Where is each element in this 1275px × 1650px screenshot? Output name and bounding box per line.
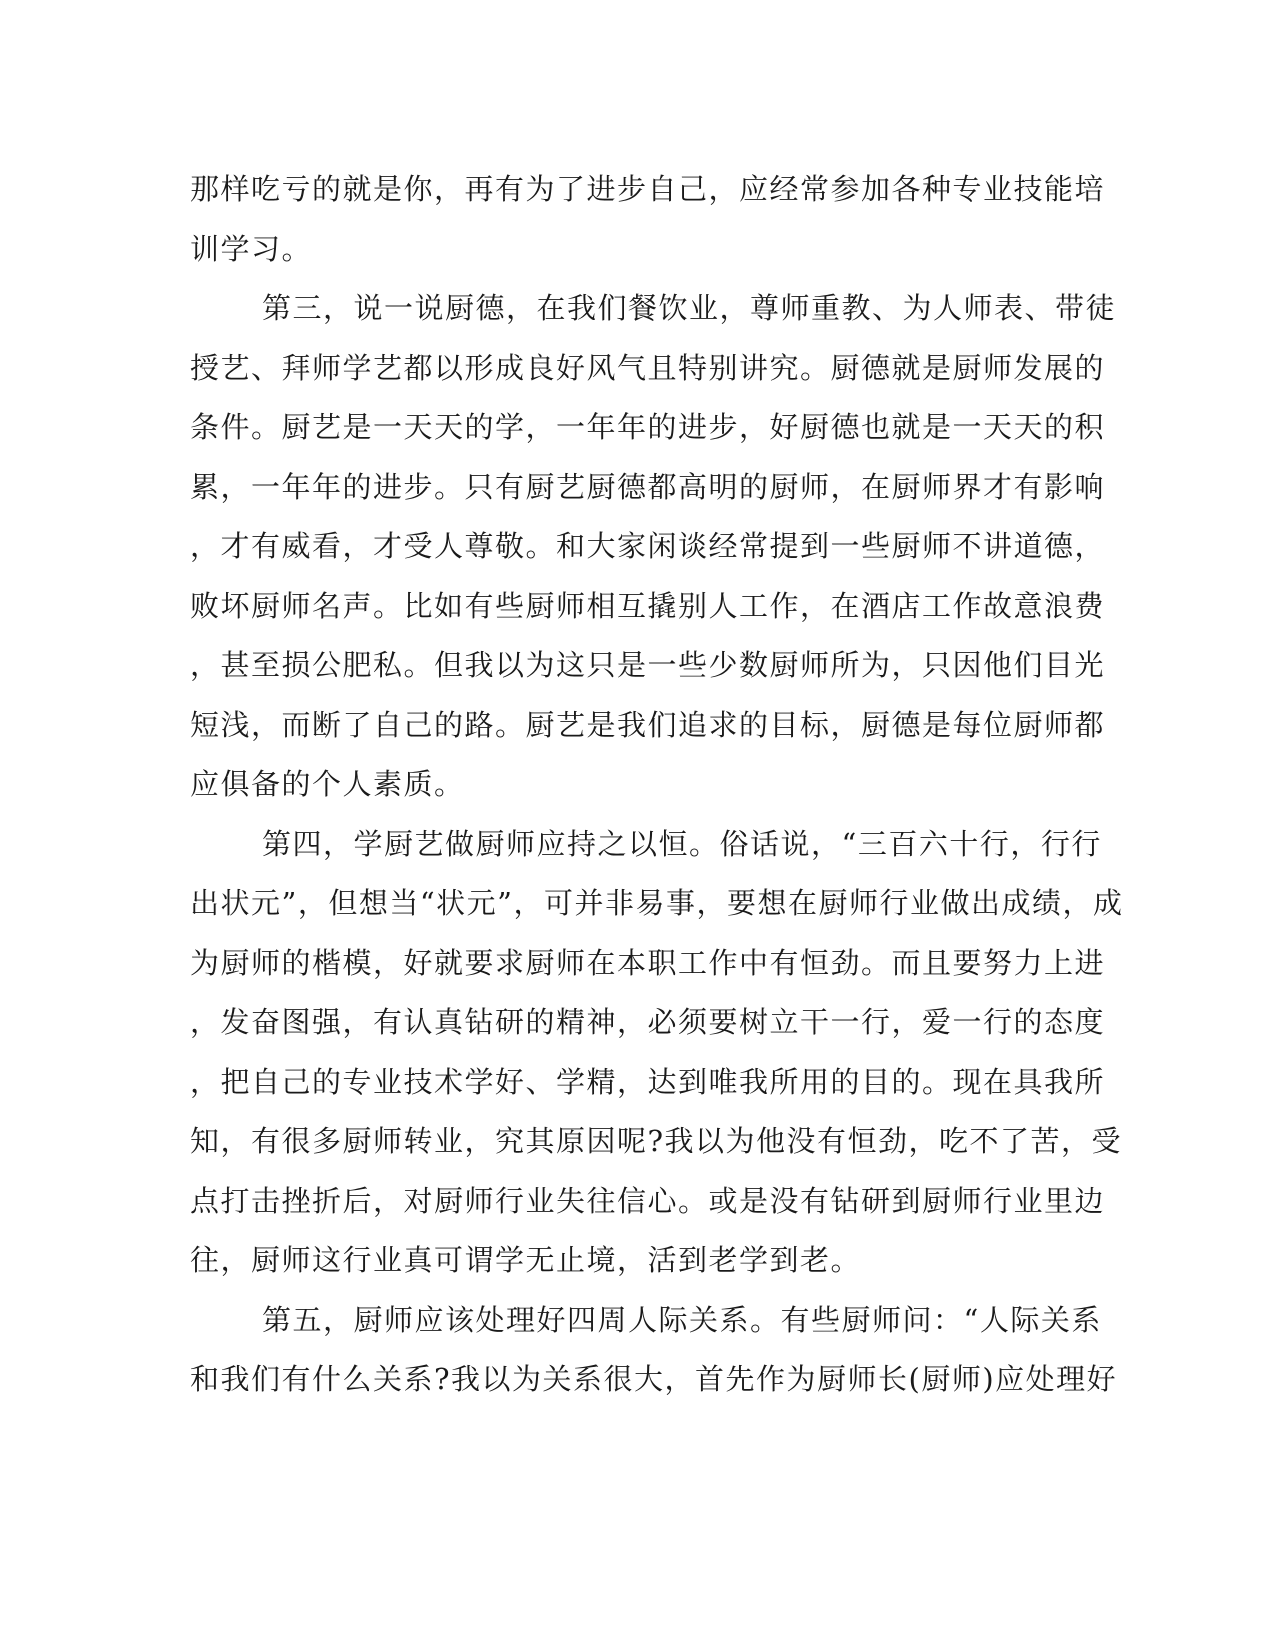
text-line: ，甚至损公肥私。但我以为这只是一些少数厨师所为，只因他们目光 [190, 648, 1106, 682]
text-line: 为厨师的楷模，好就要求厨师在本职工作中有恒劲。而且要努力上进 [190, 945, 1106, 980]
text-line: 知，有很多厨师转业，究其原因呢?我以为他没有恒劲，吃不了苦，受 [190, 1124, 1123, 1158]
text-line: 短浅，而断了自己的路。厨艺是我们追求的目标，厨德是每位厨师都 [190, 707, 1106, 742]
text-line: 败坏厨师名声。比如有些厨师相互撬别人工作，在酒店工作故意浪费 [190, 588, 1106, 623]
document-body [190, 160, 1124, 1410]
text-line: 点打击挫折后，对厨师行业失往信心。或是没有钻研到厨师行业里边 [190, 1183, 1106, 1218]
text-line: 第五，厨师应该处理好四周人际关系。有些厨师问：“人际关系 [262, 1302, 1102, 1337]
text-line: 累，一年年的进步。只有厨艺厨德都高明的厨师，在厨师界才有影响 [190, 469, 1106, 504]
text-line: 授艺、拜师学艺都以形成良好风气且特别讲究。厨德就是厨师发展的 [190, 350, 1106, 385]
text-line: 出状元”，但想当“状元”，可并非易事，要想在厨师行业做出成绩，成 [190, 886, 1124, 920]
text-line: 条件。厨艺是一天天的学，一年年的进步，好厨德也就是一天天的积 [190, 410, 1106, 444]
text-line: 那样吃亏的就是你，再有为了进步自己，应经常参加各种专业技能培 [190, 172, 1106, 206]
text-line: 往，厨师这行业真可谓学无止境，活到老学到老。 [190, 1243, 862, 1277]
text-line: 应俱备的个人素质。 [190, 767, 465, 801]
text-line: 训学习。 [190, 231, 313, 266]
text-line: ，把自己的专业技术学好、学精，达到唯我所用的目的。现在具我所 [190, 1064, 1106, 1099]
text-line: 第三，说一说厨德，在我们餐饮业，尊师重教、为人师表、带徒 [262, 291, 1117, 325]
text-line: ，才有威看，才受人尊敬。和大家闲谈经常提到一些厨师不讲道德， [190, 529, 1106, 563]
text-line: 和我们有什么关系?我以为关系很大，首先作为厨师长(厨师)应处理好 [190, 1362, 1118, 1396]
text-line: 第四，学厨艺做厨师应持之以恒。俗话说，“三百六十行，行行 [262, 826, 1102, 861]
text-line: ，发奋图强，有认真钻研的精神，必须要树立干一行，爱一行的态度 [190, 1005, 1106, 1039]
